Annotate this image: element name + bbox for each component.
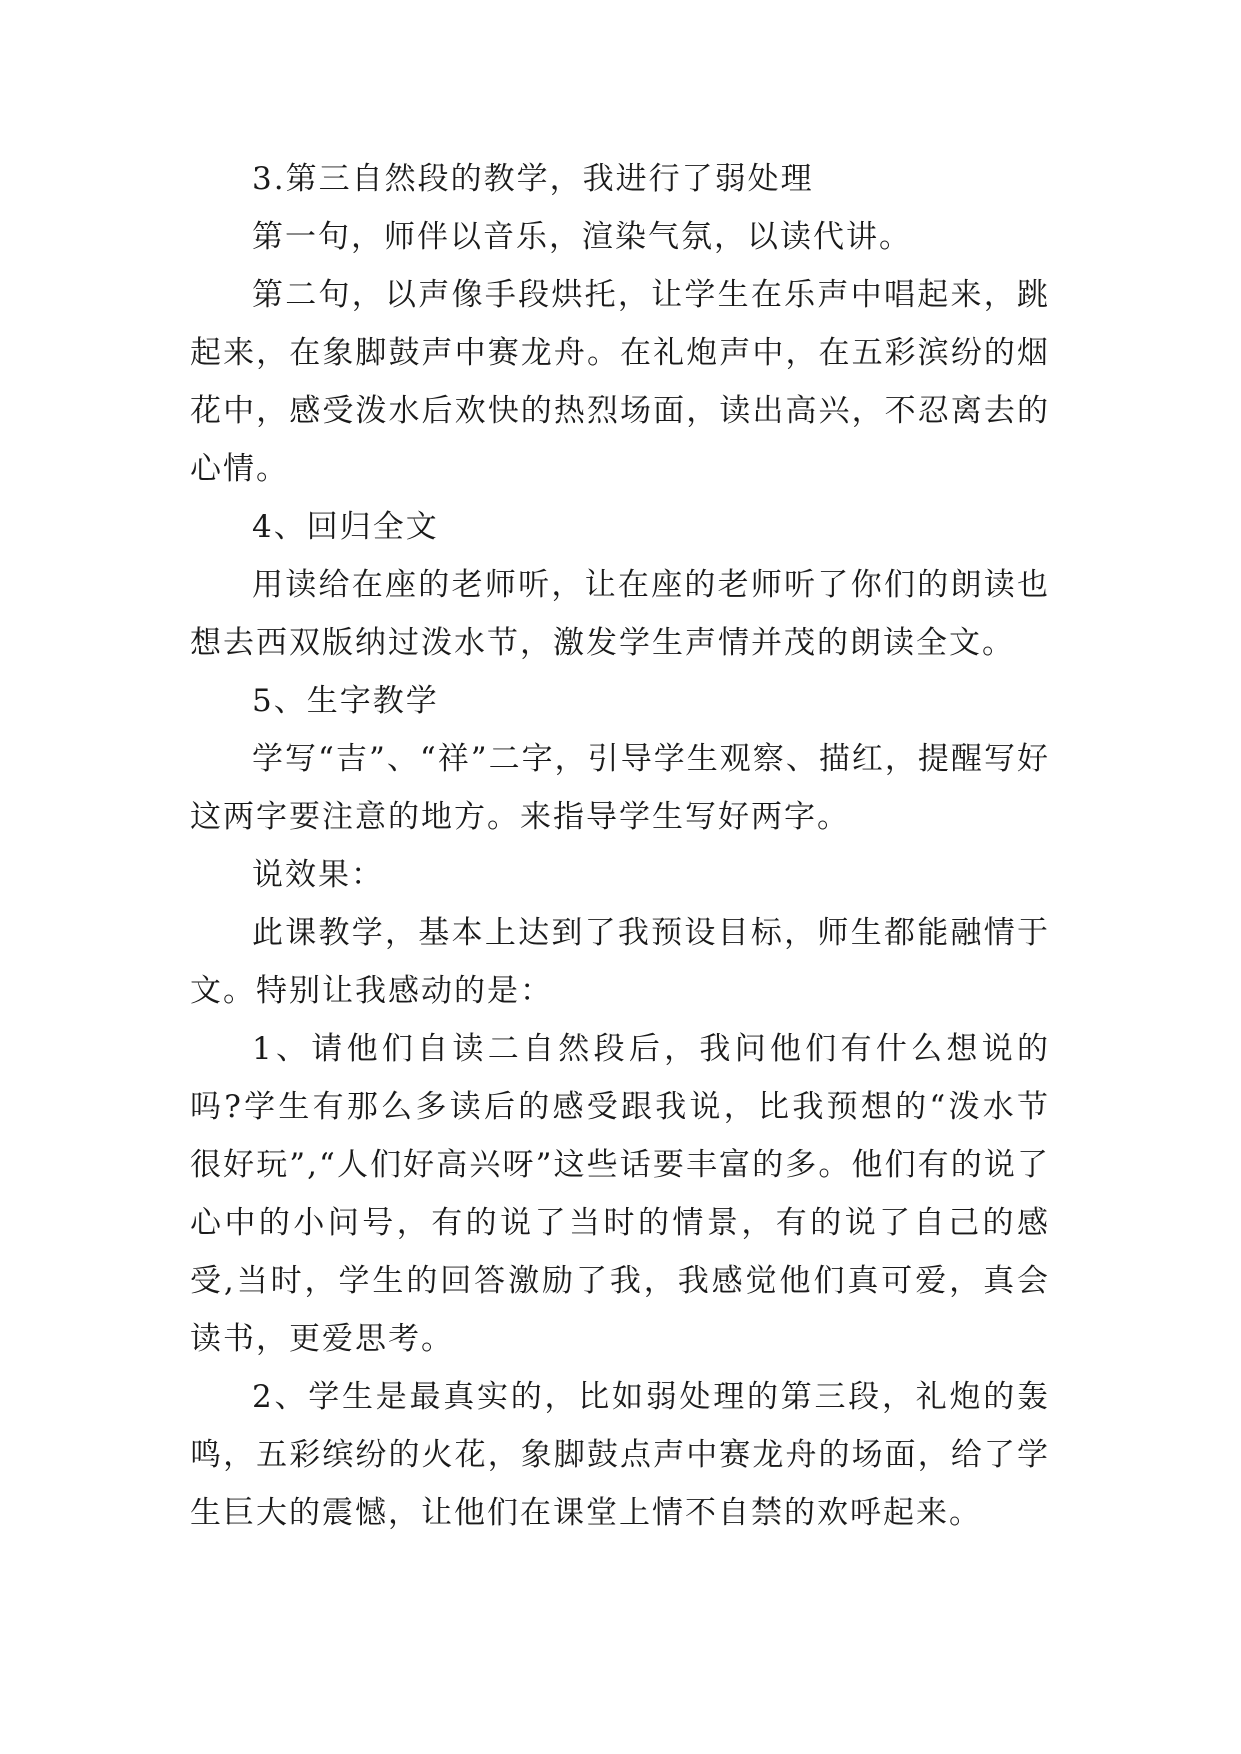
paragraph-effect-point-2: 2、学生是最真实的，比如弱处理的第三段，礼炮的轰鸣，五彩缤纷的火花，象脚鼓点声中赛龙舟的场面，给了学生巨大的震憾，让他们在课堂上情不自禁的欢呼起来。 (190, 1379, 1050, 1531)
paragraph-section-3-heading: 3.第三自然段的教学，我进行了弱处理 (252, 161, 814, 197)
paragraph-effect-point-1: 1、请他们自读二自然段后，我问他们有什么想说的吗?学生有那么多读后的感受跟我说，比我预想的“泼水节很好玩”,“人们好高兴呀”这些话要丰富的多。他们有的说了心中的小问号，有的说了当时的情景，有的说了自己的感受,当时，学生的回答激励了我，我感觉他们真可爱，真会读书，更爱思考。 (190, 1031, 1050, 1357)
paragraph-effect-summary: 此课教学，基本上达到了我预设目标，师生都能融情于文。特别让我感动的是： (190, 915, 1050, 1009)
paragraph-section-5-heading: 5、生字教学 (252, 683, 439, 719)
paragraph-first-sentence: 第一句，师伴以音乐，渲染气氛，以读代讲。 (252, 219, 912, 255)
paragraph-second-sentence: 第二句，以声像手段烘托，让学生在乐声中唱起来，跳起来，在象脚鼓声中赛龙舟。在礼炮声中，在五彩滨纷的烟花中，感受泼水后欢快的热烈场面，读出高兴，不忍离去的心情。 (190, 277, 1050, 487)
paragraph-section-4-heading: 4、回归全文 (252, 509, 439, 545)
paragraph-effect-heading: 说效果： (252, 857, 384, 893)
paragraph-read-aloud: 用读给在座的老师听，让在座的老师听了你们的朗读也想去西双版纳过泼水节，激发学生声情并茂的朗读全文。 (190, 567, 1050, 661)
paragraph-character-writing: 学写“吉”、“祥”二字，引导学生观察、描红，提醒写好这两字要注意的地方。来指导学生写好两字。 (190, 741, 1050, 835)
document-body (190, 150, 1050, 1542)
